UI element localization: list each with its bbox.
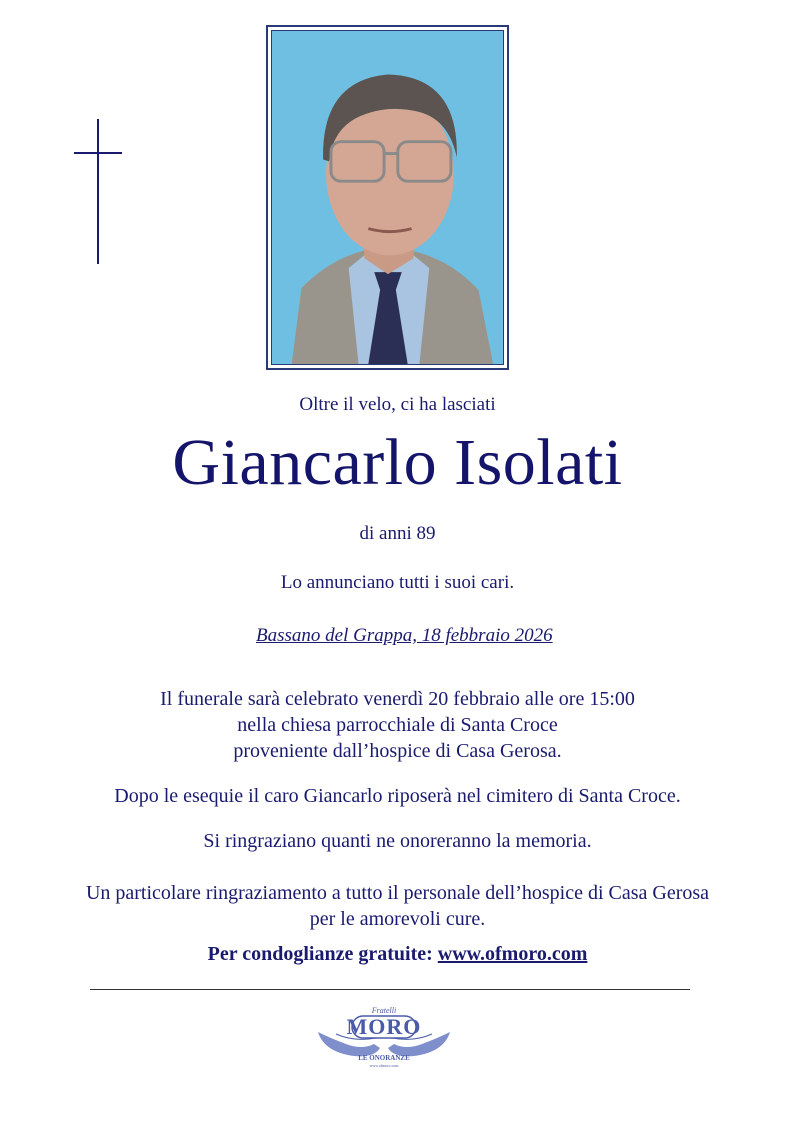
deceased-name: Giancarlo Isolati bbox=[172, 426, 623, 499]
logo-moro: MORO bbox=[346, 1014, 422, 1039]
place-date: Bassano del Grappa, 18 febbraio 2026 bbox=[256, 625, 553, 646]
thanks-line: Un particolare ringraziamento a tutto il personale dell’hospice di Casa Gerosa bbox=[85, 882, 710, 904]
condolences-line bbox=[0, 943, 795, 966]
intro-text: Oltre il velo, ci ha lasciati bbox=[299, 394, 496, 415]
thanks-line: per le amorevoli cure. bbox=[309, 908, 486, 930]
age-text: di anni 89 bbox=[359, 523, 436, 544]
condolences-link[interactable]: www.ofmoro.com bbox=[437, 943, 588, 965]
condolences-label: Per condoglianze gratuite: bbox=[207, 943, 433, 965]
portrait-photo-frame bbox=[266, 25, 509, 370]
funeral-home-logo bbox=[314, 1004, 454, 1070]
cross-icon bbox=[74, 119, 122, 264]
portrait-photo bbox=[271, 30, 504, 365]
funeral-line: Il funerale sarà celebrato venerdì 20 febbraio alle ore 15:00 bbox=[160, 688, 635, 710]
logo-onoranze: LE ONORANZE bbox=[358, 1054, 410, 1062]
thanks-memory-text: Si ringraziano quanti ne onoreranno la memoria. bbox=[203, 830, 592, 852]
thanks-hospice-text bbox=[0, 880, 795, 932]
funeral-line: nella chiesa parrocchiale di Santa Croce bbox=[237, 714, 558, 736]
divider-line bbox=[90, 989, 690, 990]
burial-text: Dopo le esequie il caro Giancarlo riposerà nel cimitero di Santa Croce. bbox=[114, 785, 681, 807]
logo-fratelli: Fratelli bbox=[371, 1006, 397, 1015]
logo-url: www.ofmoro.com bbox=[369, 1063, 399, 1068]
announce-text: Lo annunciano tutti i suoi cari. bbox=[280, 572, 515, 593]
funeral-details bbox=[0, 686, 795, 764]
funeral-line: proveniente dall’hospice di Casa Gerosa. bbox=[233, 740, 562, 762]
